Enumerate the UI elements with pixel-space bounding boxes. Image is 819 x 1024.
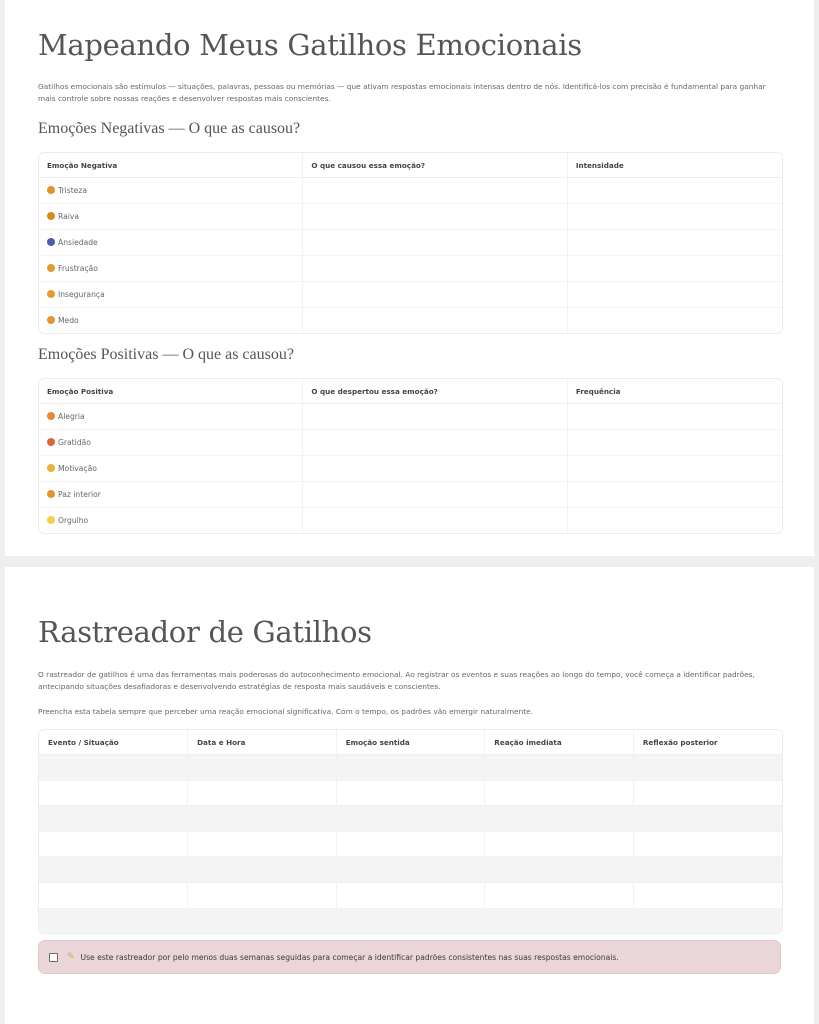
callout-text: Use este rastreador por pelo menos duas semanas seguidas para começar a identificar padrões consistentes nas suas respostas emocionais.	[80, 952, 619, 962]
tracker-cell[interactable]	[485, 780, 634, 806]
tracker-cell[interactable]	[188, 806, 337, 832]
rating-cell[interactable]	[567, 256, 782, 282]
peaceful-face-icon	[47, 490, 55, 498]
happy-face-icon	[47, 412, 55, 420]
cause-cell[interactable]	[303, 256, 567, 282]
positive-emotions-heading: Emoções Positivas — O que as causou?	[38, 346, 294, 363]
column-header: O que causou essa emoção?	[303, 153, 567, 178]
column-header: Emoção sentida	[336, 730, 485, 755]
rating-cell[interactable]	[567, 404, 782, 430]
memo-icon: ✎	[67, 952, 75, 962]
emotion-cell	[39, 456, 303, 482]
tracker-cell[interactable]	[485, 806, 634, 832]
tip-callout	[38, 940, 781, 974]
cause-cell[interactable]	[303, 404, 567, 430]
tracker-cell[interactable]	[188, 831, 337, 857]
column-header: Intensidade	[567, 153, 782, 178]
tracker-cell[interactable]	[336, 806, 485, 832]
tracker-cell[interactable]	[39, 755, 188, 781]
table-row	[39, 204, 782, 230]
tracker-cell[interactable]	[188, 780, 337, 806]
checkbox[interactable]	[49, 953, 58, 962]
emotion-cell	[39, 508, 303, 534]
emotion-label: Ansiedade	[58, 238, 98, 247]
column-header: Emoção Negativa	[39, 153, 303, 178]
cause-cell[interactable]	[303, 178, 567, 204]
sad-face-icon	[47, 186, 55, 194]
table-row	[39, 806, 782, 832]
tracker-cell[interactable]	[39, 806, 188, 832]
table-row	[39, 831, 782, 857]
table-row	[39, 430, 782, 456]
tracker-intro-paragraph: O rastreador de gatilhos é uma das ferramentas mais poderosas do autoconhecimento emocional. Ao registrar os eventos e suas reações ao longo do tempo, você começa a identificar padrões, antecipando situações desafiadoras e desenvolvendo estratégias de resposta mais saudáveis e conscientes.	[38, 670, 755, 691]
rating-cell[interactable]	[567, 308, 782, 334]
emotion-label: Orgulho	[58, 516, 89, 525]
positive-emotions-table	[38, 378, 783, 534]
emotion-label: Alegria	[58, 412, 85, 421]
table-row	[39, 256, 782, 282]
negative-emotions-table	[38, 152, 783, 334]
cause-cell[interactable]	[303, 308, 567, 334]
tracker-cell[interactable]	[336, 908, 485, 933]
tracker-cell[interactable]	[39, 882, 188, 908]
tracker-cell[interactable]	[485, 908, 634, 933]
tracker-cell[interactable]	[336, 857, 485, 883]
tracker-cell[interactable]	[485, 857, 634, 883]
emotion-cell	[39, 230, 303, 256]
tracker-cell[interactable]	[39, 780, 188, 806]
emotion-label: Raiva	[58, 212, 80, 221]
tracker-cell[interactable]	[188, 908, 337, 933]
column-header: Data e Hora	[188, 730, 337, 755]
table-row	[39, 908, 782, 933]
emotion-cell	[39, 282, 303, 308]
page-1	[5, 0, 814, 556]
tracker-cell[interactable]	[336, 755, 485, 781]
emotion-label: Motivação	[58, 464, 97, 473]
flexed-arm-icon	[47, 464, 55, 472]
rating-cell[interactable]	[567, 204, 782, 230]
insecure-face-icon	[47, 290, 55, 298]
tracker-cell[interactable]	[633, 882, 782, 908]
page-2	[5, 567, 814, 1024]
tracker-cell[interactable]	[188, 857, 337, 883]
emotion-cell	[39, 204, 303, 230]
column-header: Reação imediata	[485, 730, 634, 755]
tracker-cell[interactable]	[633, 908, 782, 933]
column-header: Emoção Positiva	[39, 379, 303, 404]
table-row	[39, 755, 782, 781]
cause-cell[interactable]	[303, 230, 567, 256]
star-icon	[47, 516, 55, 524]
emotion-label: Medo	[58, 316, 79, 325]
cause-cell[interactable]	[303, 282, 567, 308]
table-row	[39, 282, 782, 308]
trigger-tracker-table	[38, 729, 783, 934]
frustrated-face-icon	[47, 264, 55, 272]
emotion-cell	[39, 404, 303, 430]
rating-cell[interactable]	[567, 508, 782, 534]
table-row	[39, 882, 782, 908]
table-row	[39, 404, 782, 430]
rating-cell[interactable]	[567, 482, 782, 508]
angry-face-icon	[47, 212, 55, 220]
tracker-cell[interactable]	[633, 857, 782, 883]
table-row	[39, 482, 782, 508]
column-header: Reflexão posterior	[633, 730, 782, 755]
tracker-cell[interactable]	[188, 882, 337, 908]
tracker-cell[interactable]	[39, 857, 188, 883]
cause-cell[interactable]	[303, 430, 567, 456]
tracker-instruction: Preencha esta tabela sempre que perceber uma reação emocional significativa. Com o tempo, os padrões vão emergir naturalmente.	[38, 707, 534, 716]
cause-cell[interactable]	[303, 482, 567, 508]
anxious-face-icon	[47, 238, 55, 246]
emotion-cell	[39, 308, 303, 334]
intro-paragraph: Gatilhos emocionais são estímulos — situações, palavras, pessoas ou memórias — que ativam respostas emocionais intensas dentro de nós. Identificá-los com precisão é fundamental para ganhar mais controle sobre nossas reações e desenvolver respostas mais conscientes.	[38, 82, 766, 103]
table-row	[39, 456, 782, 482]
column-header: O que despertou essa emoção?	[303, 379, 567, 404]
table-row	[39, 230, 782, 256]
tracker-cell[interactable]	[633, 806, 782, 832]
tracker-cell[interactable]	[336, 780, 485, 806]
rating-cell[interactable]	[567, 430, 782, 456]
emotion-cell	[39, 482, 303, 508]
tracker-cell[interactable]	[336, 882, 485, 908]
tracker-cell[interactable]	[39, 908, 188, 933]
tracker-cell[interactable]	[633, 831, 782, 857]
table-row	[39, 508, 782, 534]
page-title: Mapeando Meus Gatilhos Emocionais	[38, 28, 582, 62]
table-row	[39, 178, 782, 204]
rating-cell[interactable]	[567, 178, 782, 204]
tracker-cell[interactable]	[336, 831, 485, 857]
emotion-label: Insegurança	[58, 290, 105, 299]
negative-emotions-heading: Emoções Negativas — O que as causou?	[38, 120, 301, 137]
tracker-cell[interactable]	[485, 882, 634, 908]
gratitude-icon	[47, 438, 55, 446]
tracker-cell[interactable]	[39, 831, 188, 857]
cause-cell[interactable]	[303, 456, 567, 482]
tracker-title: Rastreador de Gatilhos	[38, 615, 372, 649]
column-header: Evento / Situação	[39, 730, 188, 755]
emotion-label: Frustração	[58, 264, 98, 273]
emotion-label: Gratidão	[58, 438, 91, 447]
table-row	[39, 857, 782, 883]
emotion-cell	[39, 430, 303, 456]
emotion-cell	[39, 178, 303, 204]
rating-cell[interactable]	[567, 282, 782, 308]
tracker-cell[interactable]	[633, 780, 782, 806]
fear-face-icon	[47, 316, 55, 324]
table-row	[39, 780, 782, 806]
tracker-cell[interactable]	[485, 755, 634, 781]
table-row	[39, 308, 782, 334]
emotion-label: Paz interior	[58, 490, 101, 499]
tracker-cell[interactable]	[633, 755, 782, 781]
cause-cell[interactable]	[303, 508, 567, 534]
rating-cell[interactable]	[567, 230, 782, 256]
tracker-cell[interactable]	[188, 755, 337, 781]
rating-cell[interactable]	[567, 456, 782, 482]
emotion-cell	[39, 256, 303, 282]
emotion-label: Tristeza	[58, 186, 87, 195]
cause-cell[interactable]	[303, 204, 567, 230]
tracker-cell[interactable]	[485, 831, 634, 857]
column-header: Frequência	[567, 379, 782, 404]
